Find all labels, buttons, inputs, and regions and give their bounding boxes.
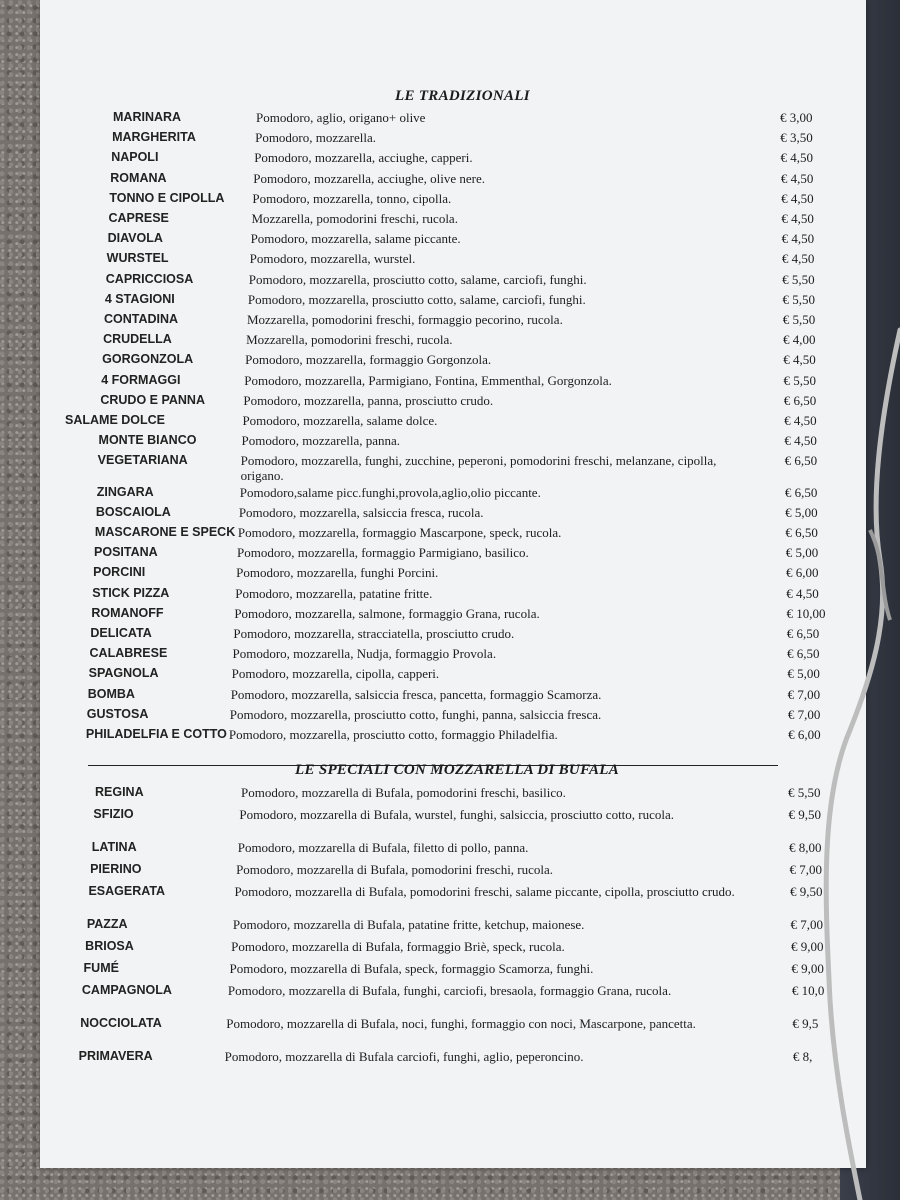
section-title-tradizionali: LE TRADIZIONALI bbox=[395, 88, 530, 104]
menu-item bbox=[40, 884, 866, 904]
section-title-speciali: LE SPECIALI CON MOZZARELLA DI BUFALA bbox=[295, 762, 620, 779]
item-price: € 9,00 bbox=[791, 961, 824, 977]
item-price: € 6,50 bbox=[787, 646, 820, 662]
item-price: € 3,00 bbox=[780, 110, 813, 125]
item-price: € 10,0 bbox=[791, 983, 825, 999]
item-description: Pomodoro, mozzarella, panna. bbox=[241, 433, 401, 449]
item-name: CALABRESE bbox=[89, 646, 168, 661]
menu-item bbox=[40, 606, 866, 626]
item-name: ROMANA bbox=[110, 170, 167, 185]
menu-item bbox=[40, 646, 866, 666]
item-price: € 6,50 bbox=[785, 525, 818, 540]
item-price: € 4,50 bbox=[781, 190, 814, 206]
item-description: Pomodoro, mozzarella, funghi Porcini. bbox=[236, 565, 439, 581]
menu-item bbox=[40, 785, 866, 805]
item-price: € 7,00 bbox=[790, 917, 823, 933]
item-name: CRUDELLA bbox=[103, 332, 172, 347]
menu-item bbox=[40, 171, 866, 191]
item-description: Pomodoro,salame picc.funghi,provola,aglio,olio piccante. bbox=[239, 484, 541, 500]
item-price: € 3,50 bbox=[780, 130, 813, 146]
item-name: PHILADELFIA E COTTO bbox=[85, 727, 227, 741]
menu-item bbox=[40, 110, 866, 130]
menu-item bbox=[40, 727, 866, 747]
item-name: PIERINO bbox=[90, 862, 142, 877]
item-description: Pomodoro, mozzarella di Bufala, formaggio Briè, speck, rucola. bbox=[231, 939, 565, 955]
menu-item bbox=[40, 983, 866, 1003]
item-name: BOMBA bbox=[87, 686, 135, 701]
menu-item bbox=[40, 332, 866, 352]
item-price: € 4,50 bbox=[780, 150, 814, 166]
item-price: € 9,5 bbox=[792, 1016, 819, 1032]
item-price: € 7,00 bbox=[787, 686, 821, 702]
item-name: GORGONZOLA bbox=[102, 352, 194, 367]
item-description: Pomodoro, mozzarella, stracciatella, prosciutto crudo. bbox=[233, 626, 515, 641]
item-description: Pomodoro, mozzarella, salsiccia fresca, pancetta, formaggio Scamorza. bbox=[230, 686, 602, 702]
menu-item bbox=[40, 150, 866, 170]
menu-item bbox=[40, 413, 866, 433]
item-description: Pomodoro, mozzarella di Bufala, pomodorini freschi, rucola. bbox=[236, 862, 554, 878]
item-name: NOCCIOLATA bbox=[80, 1016, 162, 1031]
item-name: ROMANOFF bbox=[91, 605, 164, 620]
item-price: € 4,50 bbox=[781, 231, 815, 247]
item-name: STICK PIZZA bbox=[92, 585, 170, 600]
item-description: Pomodoro, mozzarella, formaggio Gorgonzola. bbox=[245, 352, 492, 368]
item-name: REGINA bbox=[95, 785, 144, 800]
item-description: Pomodoro, mozzarella, salmone, formaggio Grana, rucola. bbox=[234, 605, 540, 621]
item-name: CAMPAGNOLA bbox=[81, 983, 172, 998]
item-name: BRIOSA bbox=[85, 939, 134, 954]
item-description: Mozzarella, pomodorini freschi, rucola. bbox=[251, 211, 458, 226]
item-name: PRIMAVERA bbox=[78, 1049, 153, 1064]
item-name: CAPRICCIOSA bbox=[105, 271, 194, 286]
item-name: SFIZIO bbox=[93, 807, 134, 822]
item-price: € 5,50 bbox=[788, 785, 821, 801]
item-description: Mozzarella, pomodorini freschi, rucola. bbox=[246, 332, 453, 348]
item-price: € 4,50 bbox=[783, 352, 816, 368]
item-price: € 6,00 bbox=[788, 727, 821, 742]
item-name: TONNO E CIPOLLA bbox=[109, 190, 225, 205]
item-name: ZINGARA bbox=[96, 484, 154, 499]
item-name: SALAME DOLCE bbox=[65, 413, 165, 427]
menu-item bbox=[40, 272, 866, 292]
item-description: Pomodoro, mozzarella, prosciutto cotto, salame, carciofi, funghi. bbox=[248, 271, 587, 287]
menu-item bbox=[40, 525, 866, 545]
item-price: € 7,00 bbox=[787, 706, 821, 722]
item-name: MONTE BIANCO bbox=[98, 433, 197, 448]
item-price: € 4,50 bbox=[786, 585, 819, 601]
item-name: DIAVOLA bbox=[107, 231, 163, 246]
item-description: Pomodoro, mozzarella, tonno, cipolla. bbox=[252, 190, 452, 206]
item-price: € 5,00 bbox=[787, 666, 820, 682]
item-description: Pomodoro, mozzarella, salsiccia fresca, rucola. bbox=[238, 504, 484, 520]
item-price: € 8,00 bbox=[788, 840, 822, 856]
menu-item bbox=[40, 1016, 866, 1036]
item-description: Pomodoro, mozzarella, panna, prosciutto crudo. bbox=[243, 392, 494, 408]
menu-item bbox=[40, 251, 866, 271]
item-price: € 4,50 bbox=[781, 251, 815, 267]
item-description: Pomodoro, mozzarella, cipolla, capperi. bbox=[231, 666, 440, 682]
item-price: € 6,50 bbox=[784, 484, 818, 500]
item-description: Pomodoro, mozzarella, formaggio Parmigiano, basilico. bbox=[237, 545, 529, 561]
item-name: GUSTOSA bbox=[86, 706, 149, 721]
menu-item bbox=[40, 453, 866, 484]
menu-item bbox=[40, 917, 866, 937]
item-description: Pomodoro, mozzarella di Bufala, speck, formaggio Scamorza, funghi. bbox=[229, 961, 594, 977]
item-name: MARINARA bbox=[113, 110, 182, 124]
menu-item bbox=[40, 807, 866, 827]
item-description: Pomodoro, mozzarella di Bufala, wurstel, funghi, salsiccia, prosciutto cotto, rucola. bbox=[239, 807, 675, 823]
item-name: NAPOLI bbox=[111, 150, 159, 165]
menu-item bbox=[40, 586, 866, 606]
item-name: VEGETARIANA bbox=[97, 453, 188, 468]
item-price: € 4,50 bbox=[781, 211, 814, 226]
item-description: Pomodoro, mozzarella, salame dolce. bbox=[242, 413, 438, 428]
menu-item bbox=[40, 939, 866, 959]
item-description: Pomodoro, mozzarella di Bufala, noci, funghi, formaggio con noci, Mascarpone, pancetta. bbox=[226, 1016, 696, 1032]
menu-item bbox=[40, 231, 866, 251]
item-price: € 6,50 bbox=[786, 626, 820, 641]
item-name: BOSCAIOLA bbox=[95, 504, 171, 519]
item-name: DELICATA bbox=[90, 626, 152, 640]
menu-sheet bbox=[40, 0, 866, 1168]
item-description: Pomodoro, mozzarella, prosciutto cotto, salame, carciofi, funghi. bbox=[247, 291, 586, 307]
item-price: € 5,00 bbox=[785, 504, 818, 520]
menu-item bbox=[40, 352, 866, 372]
menu-item bbox=[40, 130, 866, 150]
item-price: € 4,50 bbox=[784, 433, 817, 449]
item-description: Pomodoro, mozzarella di Bufala, pomodorini freschi, basilico. bbox=[241, 785, 566, 801]
item-price: € 10,00 bbox=[786, 605, 826, 621]
item-description: Pomodoro, aglio, origano+ olive bbox=[256, 110, 426, 125]
item-description: Pomodoro, mozzarella, prosciutto cotto, formaggio Philadelfia. bbox=[228, 727, 558, 742]
item-description: Pomodoro, mozzarella, salame piccante. bbox=[250, 231, 461, 247]
item-price: € 9,00 bbox=[790, 939, 824, 955]
item-name: CAPRESE bbox=[108, 211, 169, 225]
item-description: Pomodoro, mozzarella, wurstel. bbox=[249, 251, 416, 267]
item-price: € 6,00 bbox=[785, 565, 819, 581]
item-price: € 6,50 bbox=[784, 453, 818, 469]
item-description: Pomodoro, mozzarella di Bufala, funghi, carciofi, bresaola, formaggio Grana, rucola. bbox=[227, 983, 672, 999]
menu-item bbox=[40, 393, 866, 413]
item-name: FUMÉ bbox=[83, 961, 119, 976]
menu-item bbox=[40, 292, 866, 312]
item-description: Pomodoro, mozzarella. bbox=[255, 130, 377, 146]
item-name: 4 FORMAGGI bbox=[101, 372, 181, 387]
item-description: Pomodoro, mozzarella, acciughe, olive nere. bbox=[253, 170, 486, 186]
menu-item bbox=[40, 565, 866, 585]
menu-item bbox=[40, 545, 866, 565]
item-name: CRUDO E PANNA bbox=[100, 392, 205, 407]
item-description: Pomodoro, mozzarella di Bufala, filetto di pollo, panna. bbox=[237, 840, 529, 856]
menu-item bbox=[40, 626, 866, 646]
item-description: Pomodoro, mozzarella di Bufala carciofi, funghi, aglio, peperoncino. bbox=[224, 1049, 584, 1065]
menu-item bbox=[40, 312, 866, 332]
item-price: € 6,50 bbox=[783, 392, 817, 408]
menu-item bbox=[40, 1049, 866, 1069]
item-name: CONTADINA bbox=[103, 312, 179, 326]
menu-item bbox=[40, 505, 866, 525]
menu-item bbox=[40, 961, 866, 981]
menu-item bbox=[40, 373, 866, 393]
item-price: € 4,50 bbox=[784, 413, 817, 428]
item-description: Pomodoro, mozzarella, funghi, zucchine, peperoni, pomodorini freschi, melanzane, cipolla, origano. bbox=[240, 453, 717, 484]
menu-item bbox=[40, 485, 866, 505]
item-name: SPAGNOLA bbox=[88, 666, 159, 681]
item-price: € 9,50 bbox=[789, 884, 823, 900]
item-name: PAZZA bbox=[86, 917, 128, 932]
item-price: € 4,00 bbox=[782, 332, 816, 348]
item-price: € 7,00 bbox=[789, 862, 822, 878]
menu-item bbox=[40, 862, 866, 882]
menu-item bbox=[40, 666, 866, 686]
item-price: € 5,00 bbox=[785, 545, 819, 561]
item-description: Pomodoro, mozzarella, Nudja, formaggio Provola. bbox=[232, 646, 497, 662]
menu-item bbox=[40, 433, 866, 453]
item-name: LATINA bbox=[91, 840, 137, 855]
item-description: Pomodoro, mozzarella, acciughe, capperi. bbox=[254, 150, 473, 166]
menu-item bbox=[40, 191, 866, 211]
item-price: € 5,50 bbox=[782, 312, 816, 327]
menu-item bbox=[40, 840, 866, 860]
item-name: PORCINI bbox=[93, 565, 146, 580]
item-price: € 5,50 bbox=[782, 271, 815, 287]
item-name: MASCARONE E SPECK bbox=[94, 525, 236, 539]
item-price: € 5,50 bbox=[783, 372, 817, 388]
item-description: Mozzarella, pomodorini freschi, formaggio pecorino, rucola. bbox=[246, 312, 563, 327]
item-name: WURSTEL bbox=[106, 251, 169, 266]
menu-item bbox=[40, 211, 866, 231]
item-description: Pomodoro, mozzarella di Bufala, patatine fritte, ketchup, maionese. bbox=[232, 917, 585, 933]
item-name: MARGHERITA bbox=[112, 130, 196, 145]
item-description: Pomodoro, mozzarella, patatine fritte. bbox=[235, 585, 433, 601]
item-name: ESAGERATA bbox=[88, 884, 166, 899]
item-description: Pomodoro, mozzarella di Bufala, pomodorini freschi, salame piccante, cipolla, prosciutto crudo. bbox=[234, 884, 735, 900]
item-name: POSITANA bbox=[94, 545, 158, 560]
item-price: € 5,50 bbox=[782, 291, 815, 307]
item-price: € 4,50 bbox=[780, 170, 814, 186]
item-name: 4 STAGIONI bbox=[104, 291, 175, 306]
item-description: Pomodoro, mozzarella, formaggio Mascarpone, speck, rucola. bbox=[237, 525, 562, 540]
item-price: € 8, bbox=[792, 1049, 813, 1065]
menu-item bbox=[40, 687, 866, 707]
item-description: Pomodoro, mozzarella, Parmigiano, Fontina, Emmenthal, Gorgonzola. bbox=[244, 372, 612, 388]
item-description: Pomodoro, mozzarella, prosciutto cotto, funghi, panna, salsiccia fresca. bbox=[229, 706, 602, 722]
item-price: € 9,50 bbox=[788, 807, 821, 823]
menu-item bbox=[40, 707, 866, 727]
